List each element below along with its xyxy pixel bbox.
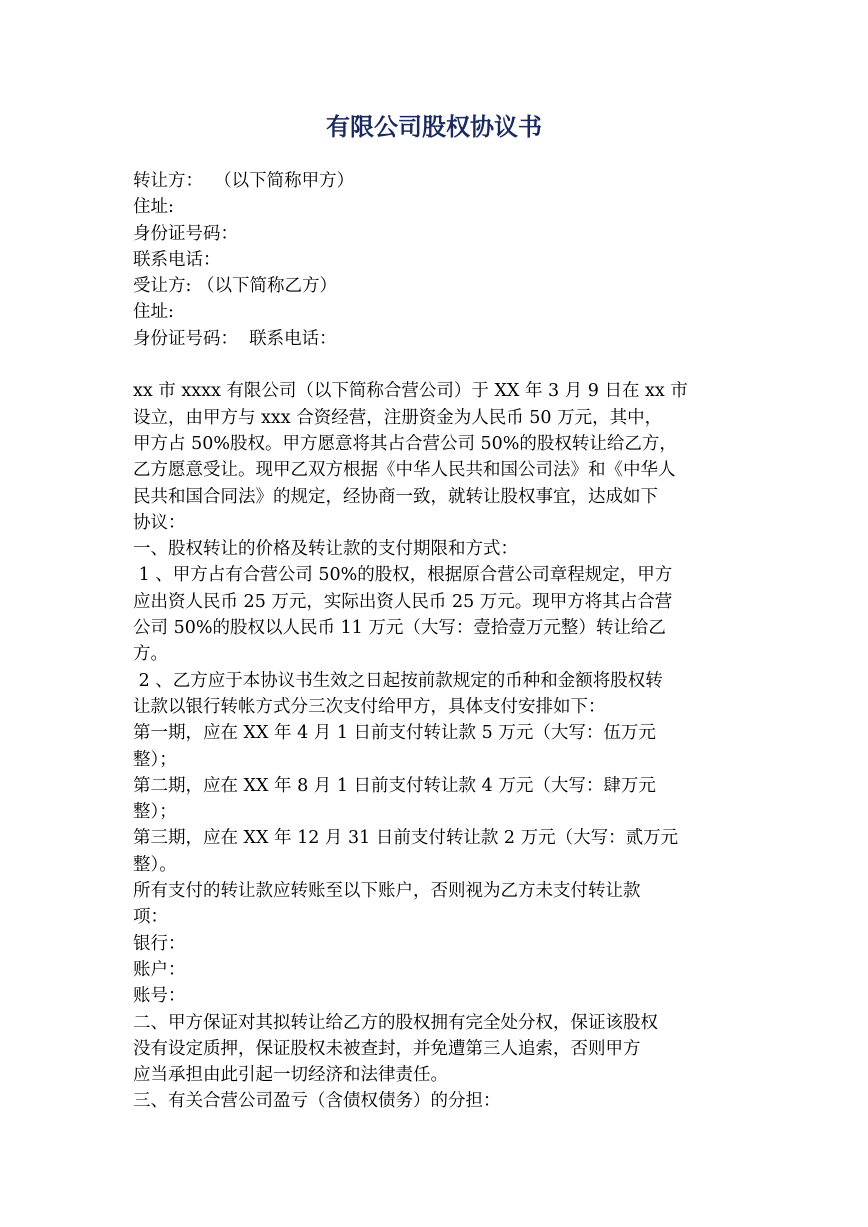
text-line: 身份证号码： 联系电话： (133, 328, 337, 349)
text-line: 协议： (133, 512, 186, 533)
text-line: 应出资人民币 25 万元，实际出资人民币 25 万元。现甲方将其占合营 (133, 591, 673, 612)
text-line: 整）； (133, 802, 177, 823)
text-line: 应当承担由此引起一切经济和法律责任。 (133, 1065, 448, 1086)
text-line: 住址: (133, 302, 174, 323)
text-line: 乙方愿意受让。现甲乙双方根据《中华人民共和国公司法》和《中华人 (133, 460, 676, 481)
text-line: 1 、甲方占有合营公司 50%的股权，根据原合营公司章程规定，甲方 (133, 565, 673, 586)
blank-line (133, 352, 743, 378)
text-line: 民共和国合同法》的规定，经协商一致，就转让股权事宜，达成如下 (133, 486, 658, 507)
text-line: 2 、乙方应于本协议书生效之日起按前款规定的币种和金额将股权转 (133, 670, 663, 691)
text-line: 住址: (133, 197, 174, 218)
text-line: 所有支付的转让款应转账至以下账户，否则视为乙方未支付转让款 (133, 881, 641, 902)
text-line: 联系电话： (133, 249, 221, 270)
text-line: 转让方： （以下简称甲方） (133, 171, 355, 191)
text-line: 整）； (133, 749, 177, 770)
section-heading: 三、有关合营公司盈亏（含债权债务）的分担： (133, 1091, 501, 1112)
text-line: 让款以银行转帐方式分三次支付给甲方，具体支付安排如下： (133, 696, 606, 717)
section-heading: 二、甲方保证对其拟转让给乙方的股权拥有完全处分权，保证该股权 (133, 1012, 658, 1033)
text-line: 甲方占 50%股权。甲方愿意将其占合营公司 50%的股权转让给乙方， (133, 433, 677, 454)
text-line: 身份证号码： (133, 223, 238, 244)
text-line: 账号： (133, 986, 186, 1007)
document-title: 有限公司股权协议书 (326, 113, 542, 141)
text-line: 设立，由甲方与 xxx 合资经营，注册资金为人民币 50 万元，其中， (133, 407, 663, 428)
text-line: 方。 (133, 644, 168, 665)
text-line: 受让方: （以下简称乙方） (133, 276, 337, 297)
text-line: 整）。 (133, 854, 177, 875)
text-line: xx 市 xxxx 有限公司（以下简称合营公司）于 XX 年 3 月 9 日在 xx 市 (133, 381, 688, 402)
text-line: 第二期，应在 XX 年 8 月 1 日前支付转让款 4 万元（大写：肆万元 (133, 775, 656, 796)
text-line: 公司 50%的股权以人民币 11 万元（大写：壹拾壹万元整）转让给乙 (133, 618, 666, 639)
text-line: 第三期，应在 XX 年 12 月 31 日前支付转让款 2 万元（大写：贰万元 (133, 828, 679, 849)
text-line: 没有设定质押，保证股权未被查封，并免遭第三人追索，否则甲方 (133, 1038, 641, 1059)
text-line: 银行： (133, 933, 186, 954)
section-heading: 一、股权转让的价格及转让款的支付期限和方式： (133, 539, 518, 560)
text-line: 账户： (133, 959, 186, 980)
text-line: 项： (133, 907, 168, 928)
document-body (133, 168, 743, 1115)
text-line: 第一期，应在 XX 年 4 月 1 日前支付转让款 5 万元（大写：伍万元 (133, 723, 656, 744)
